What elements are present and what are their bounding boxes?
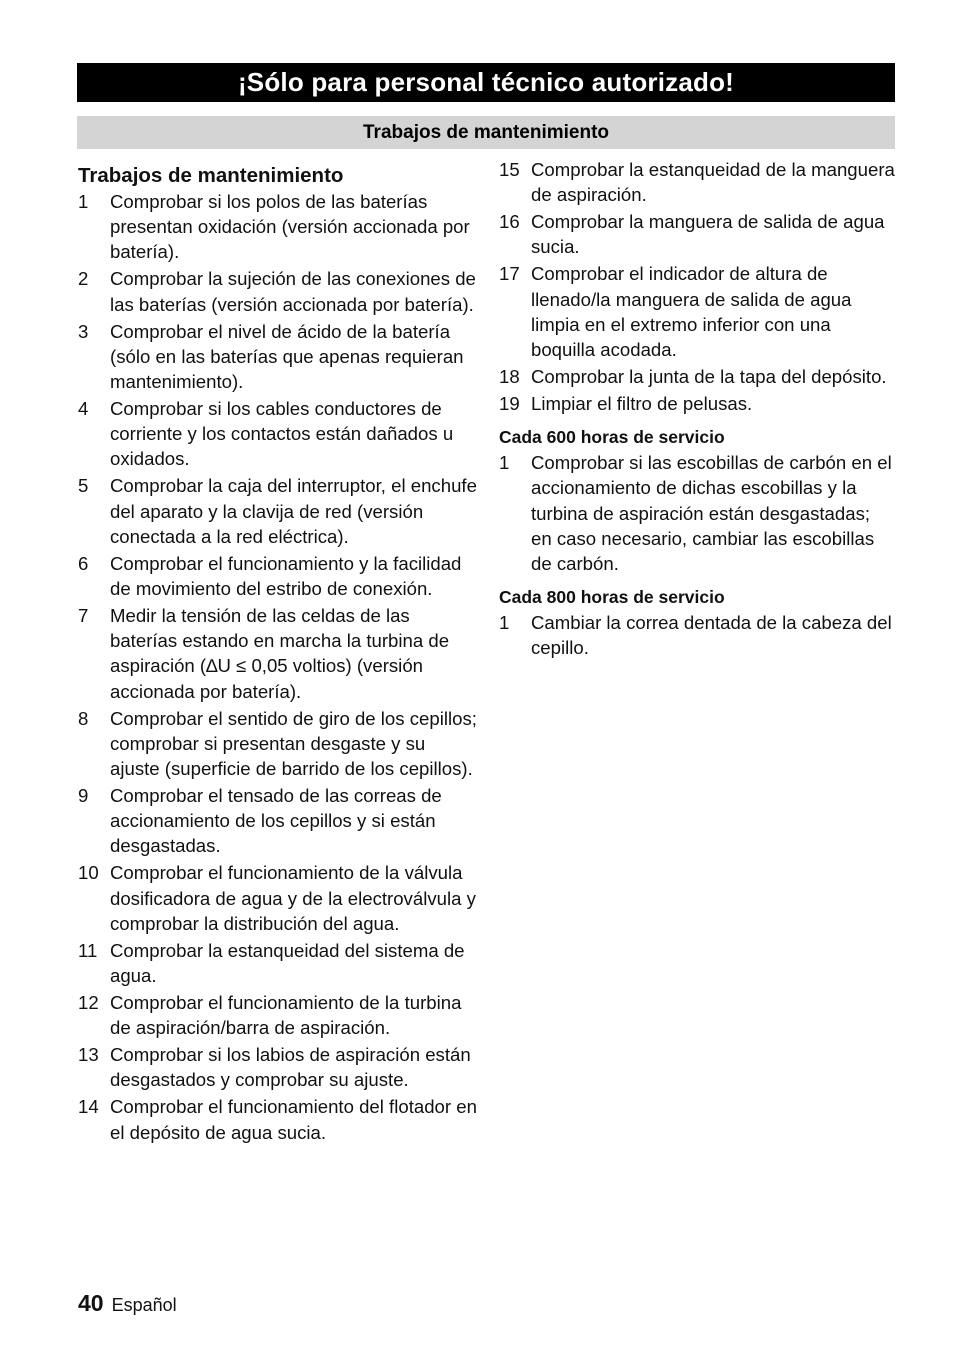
list-600-hours: [499, 450, 895, 576]
list-item: [78, 860, 478, 936]
item-number: 13: [78, 1044, 99, 1066]
item-number: 16: [499, 211, 520, 233]
item-number: 8: [78, 707, 89, 729]
list-item: [78, 938, 478, 988]
item-number: 15: [499, 159, 520, 180]
item-number: 3: [78, 320, 89, 342]
list-item: [499, 450, 895, 576]
item-number: 7: [78, 605, 89, 627]
list-item: [78, 266, 478, 316]
item-number: 5: [78, 475, 89, 497]
item-number: 19: [499, 393, 520, 415]
list-item: [78, 603, 478, 704]
banner-title: ¡Sólo para personal técnico autorizado!: [77, 63, 895, 102]
list-item: [78, 396, 478, 472]
item-text: Comprobar la sujeción de las conexiones de las baterías (versión accionada por batería).: [110, 268, 476, 315]
item-number: 1: [499, 612, 510, 634]
list-item: [78, 551, 478, 601]
page-number: 40: [78, 1290, 104, 1316]
list-item: [499, 364, 895, 389]
item-text: Comprobar la estanqueidad del sistema de agua.: [110, 939, 465, 987]
item-number: 6: [78, 552, 89, 574]
item-text: Comprobar la estanqueidad de la manguera de aspiración.: [531, 159, 895, 206]
list-item: [499, 261, 895, 362]
item-text: Comprobar si las escobillas de carbón en el accionamiento de dichas escobillas y la turbina de aspiración están desgastadas; en caso necesario, cambiar las escobillas de carbón.: [531, 452, 892, 575]
item-text: Comprobar la manguera de salida de agua sucia.: [531, 211, 885, 258]
list-item: [78, 706, 478, 782]
item-number: 14: [78, 1096, 99, 1118]
list-item: [499, 610, 895, 660]
item-number: 2: [78, 268, 89, 290]
maintenance-list-right: [499, 157, 895, 416]
item-text: Comprobar si los polos de las baterías presentan oxidación (versión accionada por batería).: [110, 191, 470, 263]
maintenance-heading: Trabajos de mantenimiento: [78, 164, 344, 187]
item-number: 17: [499, 263, 520, 285]
item-number: 10: [78, 862, 99, 884]
list-item: [78, 783, 478, 859]
list-item: [78, 1042, 478, 1092]
heading-800-hours: Cada 800 horas de servicio: [499, 587, 725, 608]
item-number: 12: [78, 992, 99, 1014]
item-text: Comprobar el funcionamiento de la turbina de aspiración/barra de aspiración.: [110, 992, 462, 1039]
left-column: [78, 163, 478, 1147]
item-number: 11: [78, 939, 98, 961]
heading-600-hours: Cada 600 horas de servicio: [499, 427, 725, 448]
item-text: Comprobar la caja del interruptor, el enchufe del aparato y la clavija de red (versión conectada a la red eléctrica).: [110, 475, 477, 547]
page-footer: [78, 1290, 177, 1317]
list-item: [78, 1094, 478, 1144]
item-text: Limpiar el filtro de pelusas.: [531, 393, 753, 415]
item-text: Comprobar el funcionamiento y la facilidad de movimiento del estribo de conexión.: [110, 552, 462, 600]
language-label: Español: [111, 1295, 177, 1315]
item-number: 1: [78, 191, 89, 212]
item-text: Comprobar el nivel de ácido de la batería (sólo en las baterías que apenas requieran mantenimiento).: [110, 320, 464, 393]
list-item: [78, 189, 478, 265]
item-text: Comprobar el funcionamiento de la válvula dosificadora de agua y de la electroválvula y comprobar la distribución del agua.: [110, 862, 476, 934]
list-item: [78, 990, 478, 1040]
item-number: 18: [499, 366, 520, 388]
item-text: Comprobar el indicador de altura de llenado/la manguera de salida de agua limpia en el extremo inferior con una boquilla acodada.: [531, 263, 852, 361]
list-800-hours: [499, 610, 895, 660]
item-number: 1: [499, 452, 510, 474]
right-column: [499, 157, 895, 662]
item-text: Cambiar la correa dentada de la cabeza del cepillo.: [531, 612, 892, 659]
item-text: Comprobar si los cables conductores de corriente y los contactos están dañados u oxidados.: [110, 398, 454, 470]
list-item: [499, 157, 895, 207]
item-text: Comprobar el sentido de giro de los cepillos; comprobar si presentan desgaste y su ajuste (superficie de barrido de los cepillos).: [110, 707, 477, 780]
item-text: Comprobar la junta de la tapa del depósito.: [531, 366, 887, 388]
item-number: 9: [78, 785, 89, 807]
section-title: Trabajos de mantenimiento: [77, 116, 895, 149]
item-text: Medir la tensión de las celdas de las baterías estando en marcha la turbina de aspiración (∆U ≤ 0,05 voltios) (versión accionada por batería).: [110, 605, 450, 702]
list-item: [78, 473, 478, 549]
item-text: Comprobar si los labios de aspiración están desgastados y comprobar su ajuste.: [110, 1044, 471, 1091]
maintenance-list-left: [78, 189, 478, 1145]
list-item: [78, 319, 478, 395]
item-text: Comprobar el tensado de las correas de accionamiento de los cepillos y si están desgastadas.: [110, 785, 442, 857]
list-item: [499, 391, 895, 416]
item-text: Comprobar el funcionamiento del flotador en el depósito de agua sucia.: [110, 1096, 477, 1143]
list-item: [499, 209, 895, 259]
item-number: 4: [78, 398, 89, 420]
